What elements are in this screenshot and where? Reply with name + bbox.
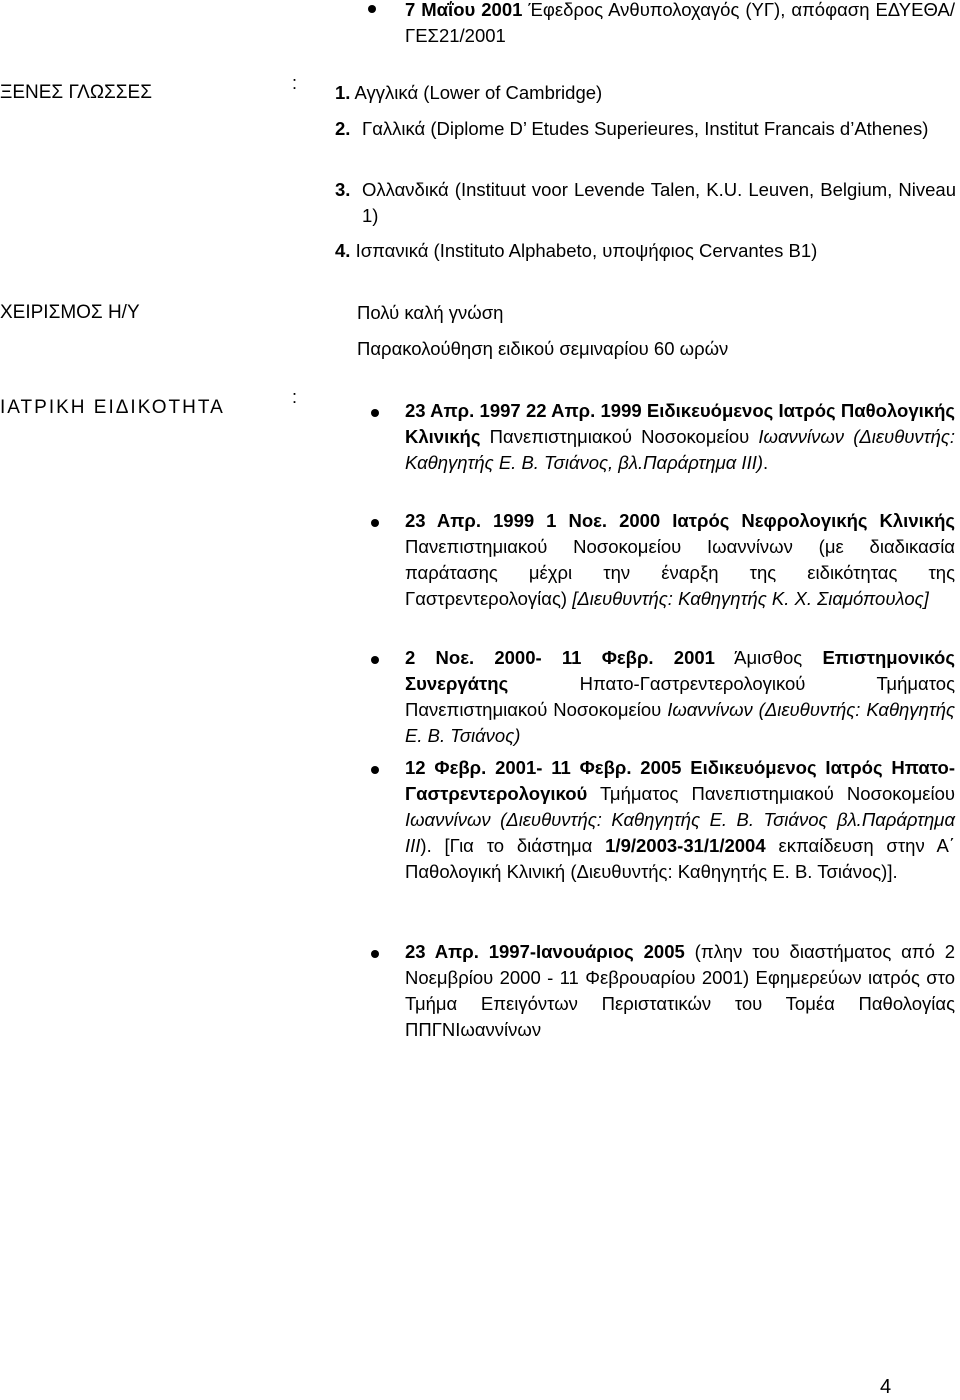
specialty-entry-5: 23 Απρ. 1997-Ιανουάριος 2005 (πλην του διαστήματος από 2 Νοεμβρίου 2000 - 11 Φεβρουαρίου 2001) Εφημερεύων ιατρός στο Τμήμα Επειγόντων Περιστατικών του Τομέα Παθολογίας ΠΠΓΝΙωαννίνων bbox=[405, 941, 956, 1040]
service-date: 7 Μαΐου 2001 bbox=[405, 0, 523, 20]
language-number: 4. bbox=[335, 240, 351, 261]
bullet-dot bbox=[371, 519, 379, 527]
specialty-entry-4: 12 Φεβρ. 2001- 11 Φεβρ. 2005 Ειδικευόμενος Ιατρός Ηπατο-Γαστρεντερολογικού Τμήματος Πανεπιστημιακού Νοσοκομείου Ιωαννίνων (Διευθυντής: Καθηγητής Ε. Β. Τσιάνος βλ.Παράρτημα ΙΙΙ). [Για το διάστημα 1/9/2003-31/1/2004 εκπαίδευση στην Α΄ Παθολογική Κλινική (Διευθυντής: Καθηγητής Ε. Β. Τσιάνος)]. bbox=[405, 757, 955, 882]
bullet-dot bbox=[368, 5, 376, 13]
bullet-dot bbox=[371, 656, 379, 664]
specialty-entry-2: 23 Απρ. 1999 1 Νοε. 2000 Ιατρός Νεφρολογικής Κλινικής Πανεπιστημιακού Νοσοκομείου Ιωαννίνων (με διαδικασία παράτασης μέχρι την έναρξη της ειδικότητας της Γαστρεντερολογίας) [Διευθυντής: Καθηγητής Κ. Χ. Σιαμόπουλος] bbox=[405, 510, 955, 609]
computers-heading: ΧΕΙΡΙΣΜΟΣ Η/Υ bbox=[0, 302, 140, 323]
bullet-dot bbox=[371, 409, 379, 417]
language-number: 2. bbox=[335, 118, 351, 139]
page-number: 4 bbox=[880, 1376, 892, 1398]
specialty-entry-1: 23 Απρ. 1997 22 Απρ. 1999 Ειδικευόμενος Ιατρός Παθολογικής Κλινικής Πανεπιστημιακού Νοσοκομείου Ιωαννίνων (Διευθυντής: Καθηγητής Ε. Β. Τσιάνος, βλ.Παράρτημα ΙΙΙ). bbox=[405, 400, 955, 473]
computers-line-2: Παρακολούθηση ειδικού σεμιναρίου 60 ωρών bbox=[357, 338, 729, 359]
bullet-dot bbox=[371, 950, 379, 958]
specialty-colon: : bbox=[292, 387, 298, 407]
languages-heading: ΞΕΝΕΣ ΓΛΩΣΣΕΣ bbox=[0, 82, 152, 103]
specialty-entry-3: 2 Νοε. 2000- 11 Φεβρ. 2001 Άμισθος Επιστημονικός Συνεργάτης Ηπατο-Γαστρεντερολογικού Τμήματος Πανεπιστημιακού Νοσοκομείου Ιωαννίνων (Διευθυντής: Καθηγητής Ε. Β. Τσιάνος) bbox=[405, 647, 955, 746]
service-text: Έφεδρος Ανθυπολοχαγός (ΥΓ), απόφαση ΕΔΥΕΘΑ/ΓΕΣ21/2001 bbox=[405, 0, 956, 46]
specialty-heading: ΙΑΤΡΙΚΗ ΕΙΔΙΚΟΤΗΤΑ bbox=[0, 397, 225, 418]
military-service-entry bbox=[405, 0, 955, 49]
computers-line-1: Πολύ καλή γνώση bbox=[357, 302, 504, 323]
language-item bbox=[335, 80, 955, 106]
language-item bbox=[335, 238, 955, 264]
bullet-dot bbox=[371, 766, 379, 774]
languages-colon: : bbox=[292, 73, 298, 93]
language-text: Αγγλικά (Lower of Cambridge) bbox=[350, 82, 603, 103]
language-text: Γαλλικά (Diplome D’ Etudes Superieures, Institut Francais d’Athenes) bbox=[362, 118, 929, 139]
language-text: Ολλανδικά (Instituut voor Levende Talen, K.U. Leuven, Belgium, Niveau 1) bbox=[362, 179, 956, 226]
language-number: 3. bbox=[335, 179, 351, 200]
language-text: Ισπανικά (Instituto Alphabeto, υποψήφιος Cervantes B1) bbox=[350, 240, 818, 261]
language-number: 1. bbox=[335, 82, 351, 103]
